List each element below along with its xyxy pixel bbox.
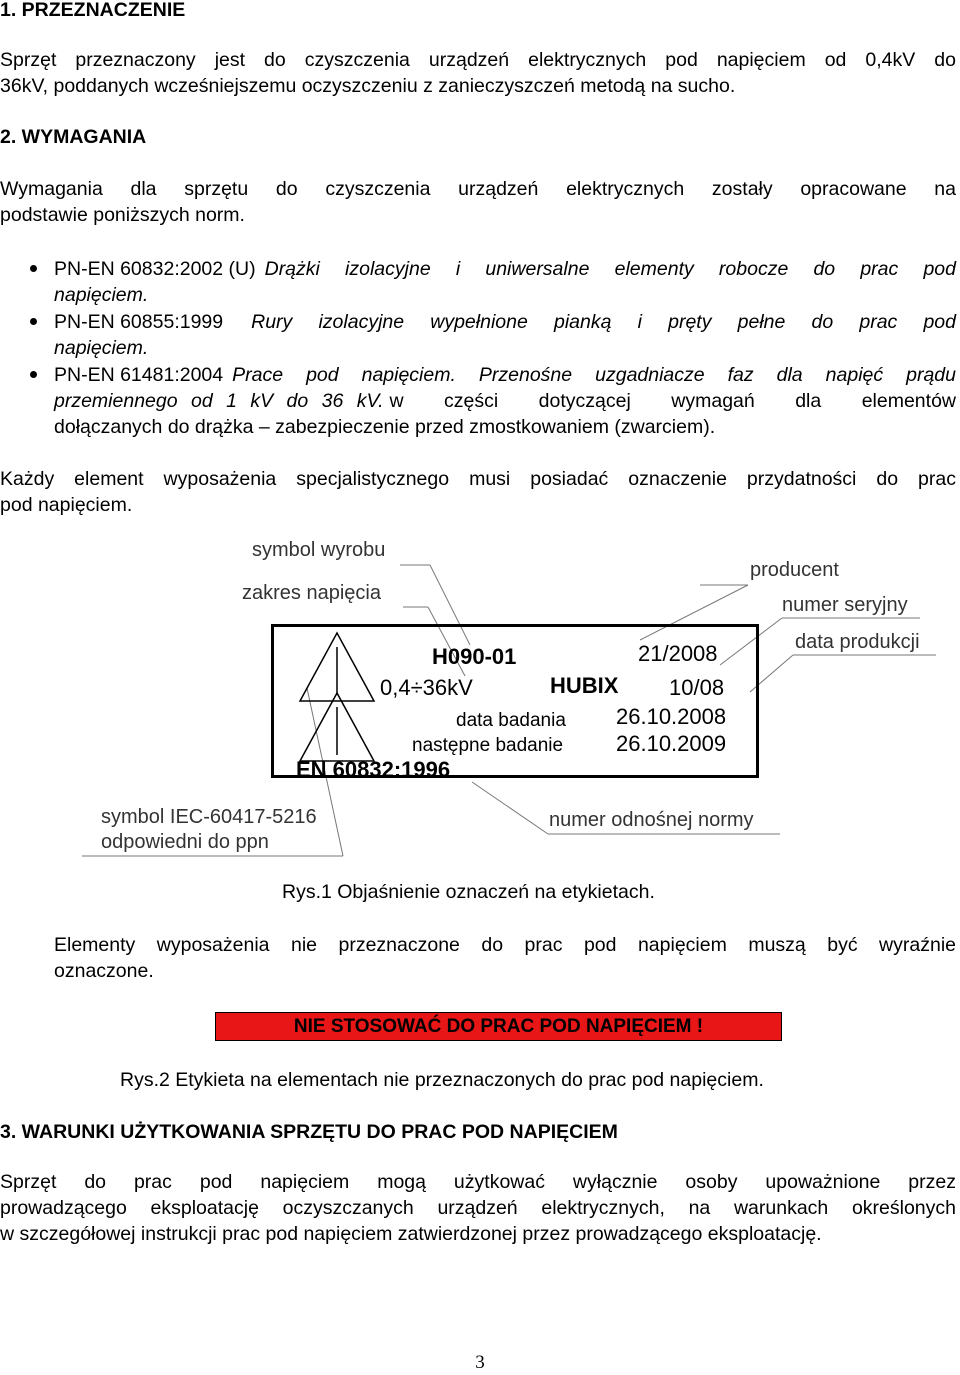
label-data-produkcji: data produkcji <box>795 631 920 653</box>
norm-title: Drążki izolacyjne i uniwersalne elementy robocze do prac pod <box>264 258 956 280</box>
section-3-text-line3: w szczegółowej instrukcji prac pod napięciem zatwierdzonej przez prowadzącego eksploatację. <box>0 1223 822 1245</box>
marking-text-line2: pod napięciem. <box>0 494 133 516</box>
voltage-range: 0,4÷36kV <box>380 675 473 700</box>
marking-text-line1: Każdy element wyposażenia specjalistycznego musi posiadać oznaczenie przydatności do prac <box>0 468 956 490</box>
bullet-dot <box>30 265 37 272</box>
bullet-dot <box>30 371 37 378</box>
standard-number: EN 60832:1996 <box>296 757 451 782</box>
section-1-text-line2: 36kV, poddanych wcześniejszemu oczyszczeniu z zanieczyszczeń metodą na sucho. <box>0 75 736 97</box>
iec-double-triangle-icon <box>294 631 384 771</box>
product-code: H090-01 <box>432 644 517 669</box>
production-date: 10/08 <box>669 675 725 700</box>
section-2-heading: 2. WYMAGANIA <box>0 126 147 148</box>
norm-item-2-line2: napięciem. <box>54 337 149 359</box>
next-test-date: 26.10.2009 <box>616 731 727 756</box>
section-3-text-line2: prowadzącego eksploatację oczyszczanych urządzeń elektrycznych, na warunkach określonych <box>0 1197 956 1219</box>
section-3-heading: 3. WARUNKI UŻYTKOWANIA SPRZĘTU DO PRAC POD NAPIĘCIEM <box>0 1121 618 1143</box>
section-3-text-line1: Sprzęt do prac pod napięciem mogą użytkować wyłącznie osoby upoważnione przez <box>0 1171 956 1193</box>
label-numer-normy: numer odnośnej normy <box>549 809 754 831</box>
norm-item-3-line2 <box>54 389 956 414</box>
norm-title-cont: przemiennego od 1 kV do 36 kV. <box>54 390 384 412</box>
norm-scope: w części dotyczącej wymagań dla elementów <box>389 390 956 412</box>
bullet-dot <box>30 318 37 325</box>
label-numer-seryjny: numer seryjny <box>782 594 908 616</box>
figure-2-caption: Rys.2 Etykieta na elementach nie przeznaczonych do prac pod napięciem. <box>120 1069 764 1091</box>
norm-item-3-line3: dołączanych do drążka – zabezpieczenie przed zmostkowaniem (zwarciem). <box>54 416 716 438</box>
norm-code: PN-EN 60832:2002 (U) <box>54 258 256 280</box>
section-2-text-line1: Wymagania dla sprzętu do czyszczenia urządzeń elektrycznych zostały opracowane na <box>0 178 956 200</box>
norm-code: PN-EN 60855:1999 <box>54 311 224 333</box>
non-live-text-line2: oznaczone. <box>54 960 154 982</box>
test-date: 26.10.2008 <box>616 704 727 729</box>
norm-item-1-line2: napięciem. <box>54 284 149 306</box>
norm-title: Rury izolacyjne wypełnione pianką i pręty pełne do prac pod <box>251 311 956 333</box>
section-2-text-line2: podstawie poniższych norm. <box>0 204 245 226</box>
label-producent: producent <box>750 559 839 581</box>
label-odpowiedni-ppn: odpowiedni do ppn <box>101 831 269 853</box>
page-number: 3 <box>475 1352 485 1373</box>
norm-item-3-line1 <box>54 363 956 388</box>
section-1-text-line1: Sprzęt przeznaczony jest do czyszczenia urządzeń elektrycznych pod napięciem od 0,4kV do <box>0 49 956 71</box>
test-date-label: data badania <box>456 710 566 731</box>
label-symbol-iec: symbol IEC-60417-5216 <box>101 806 317 828</box>
norm-title: Prace pod napięciem. Przenośne uzgadniacze faz dla napięć prądu <box>232 364 956 386</box>
warning-label: NIE STOSOWAĆ DO PRAC POD NAPIĘCIEM ! <box>215 1012 782 1041</box>
manufacturer-brand: HUBIX <box>550 673 619 698</box>
next-test-label: następne badanie <box>412 735 564 756</box>
norm-item-1-line1 <box>54 257 956 282</box>
product-label-box <box>271 624 759 782</box>
figure-1-caption: Rys.1 Objaśnienie oznaczeń na etykietach. <box>282 881 655 903</box>
label-symbol-wyrobu: symbol wyrobu <box>252 539 386 561</box>
leader-line <box>472 782 548 834</box>
norm-code: PN-EN 61481:2004 <box>54 364 224 386</box>
non-live-text-line1: Elementy wyposażenia nie przeznaczone do prac pod napięciem muszą być wyraźnie <box>54 934 956 956</box>
serial-number: 21/2008 <box>638 641 718 666</box>
norm-item-2-line1 <box>54 310 956 335</box>
label-zakres-napiecia: zakres napięcia <box>242 582 381 604</box>
section-1-heading: 1. PRZEZNACZENIE <box>0 0 186 21</box>
